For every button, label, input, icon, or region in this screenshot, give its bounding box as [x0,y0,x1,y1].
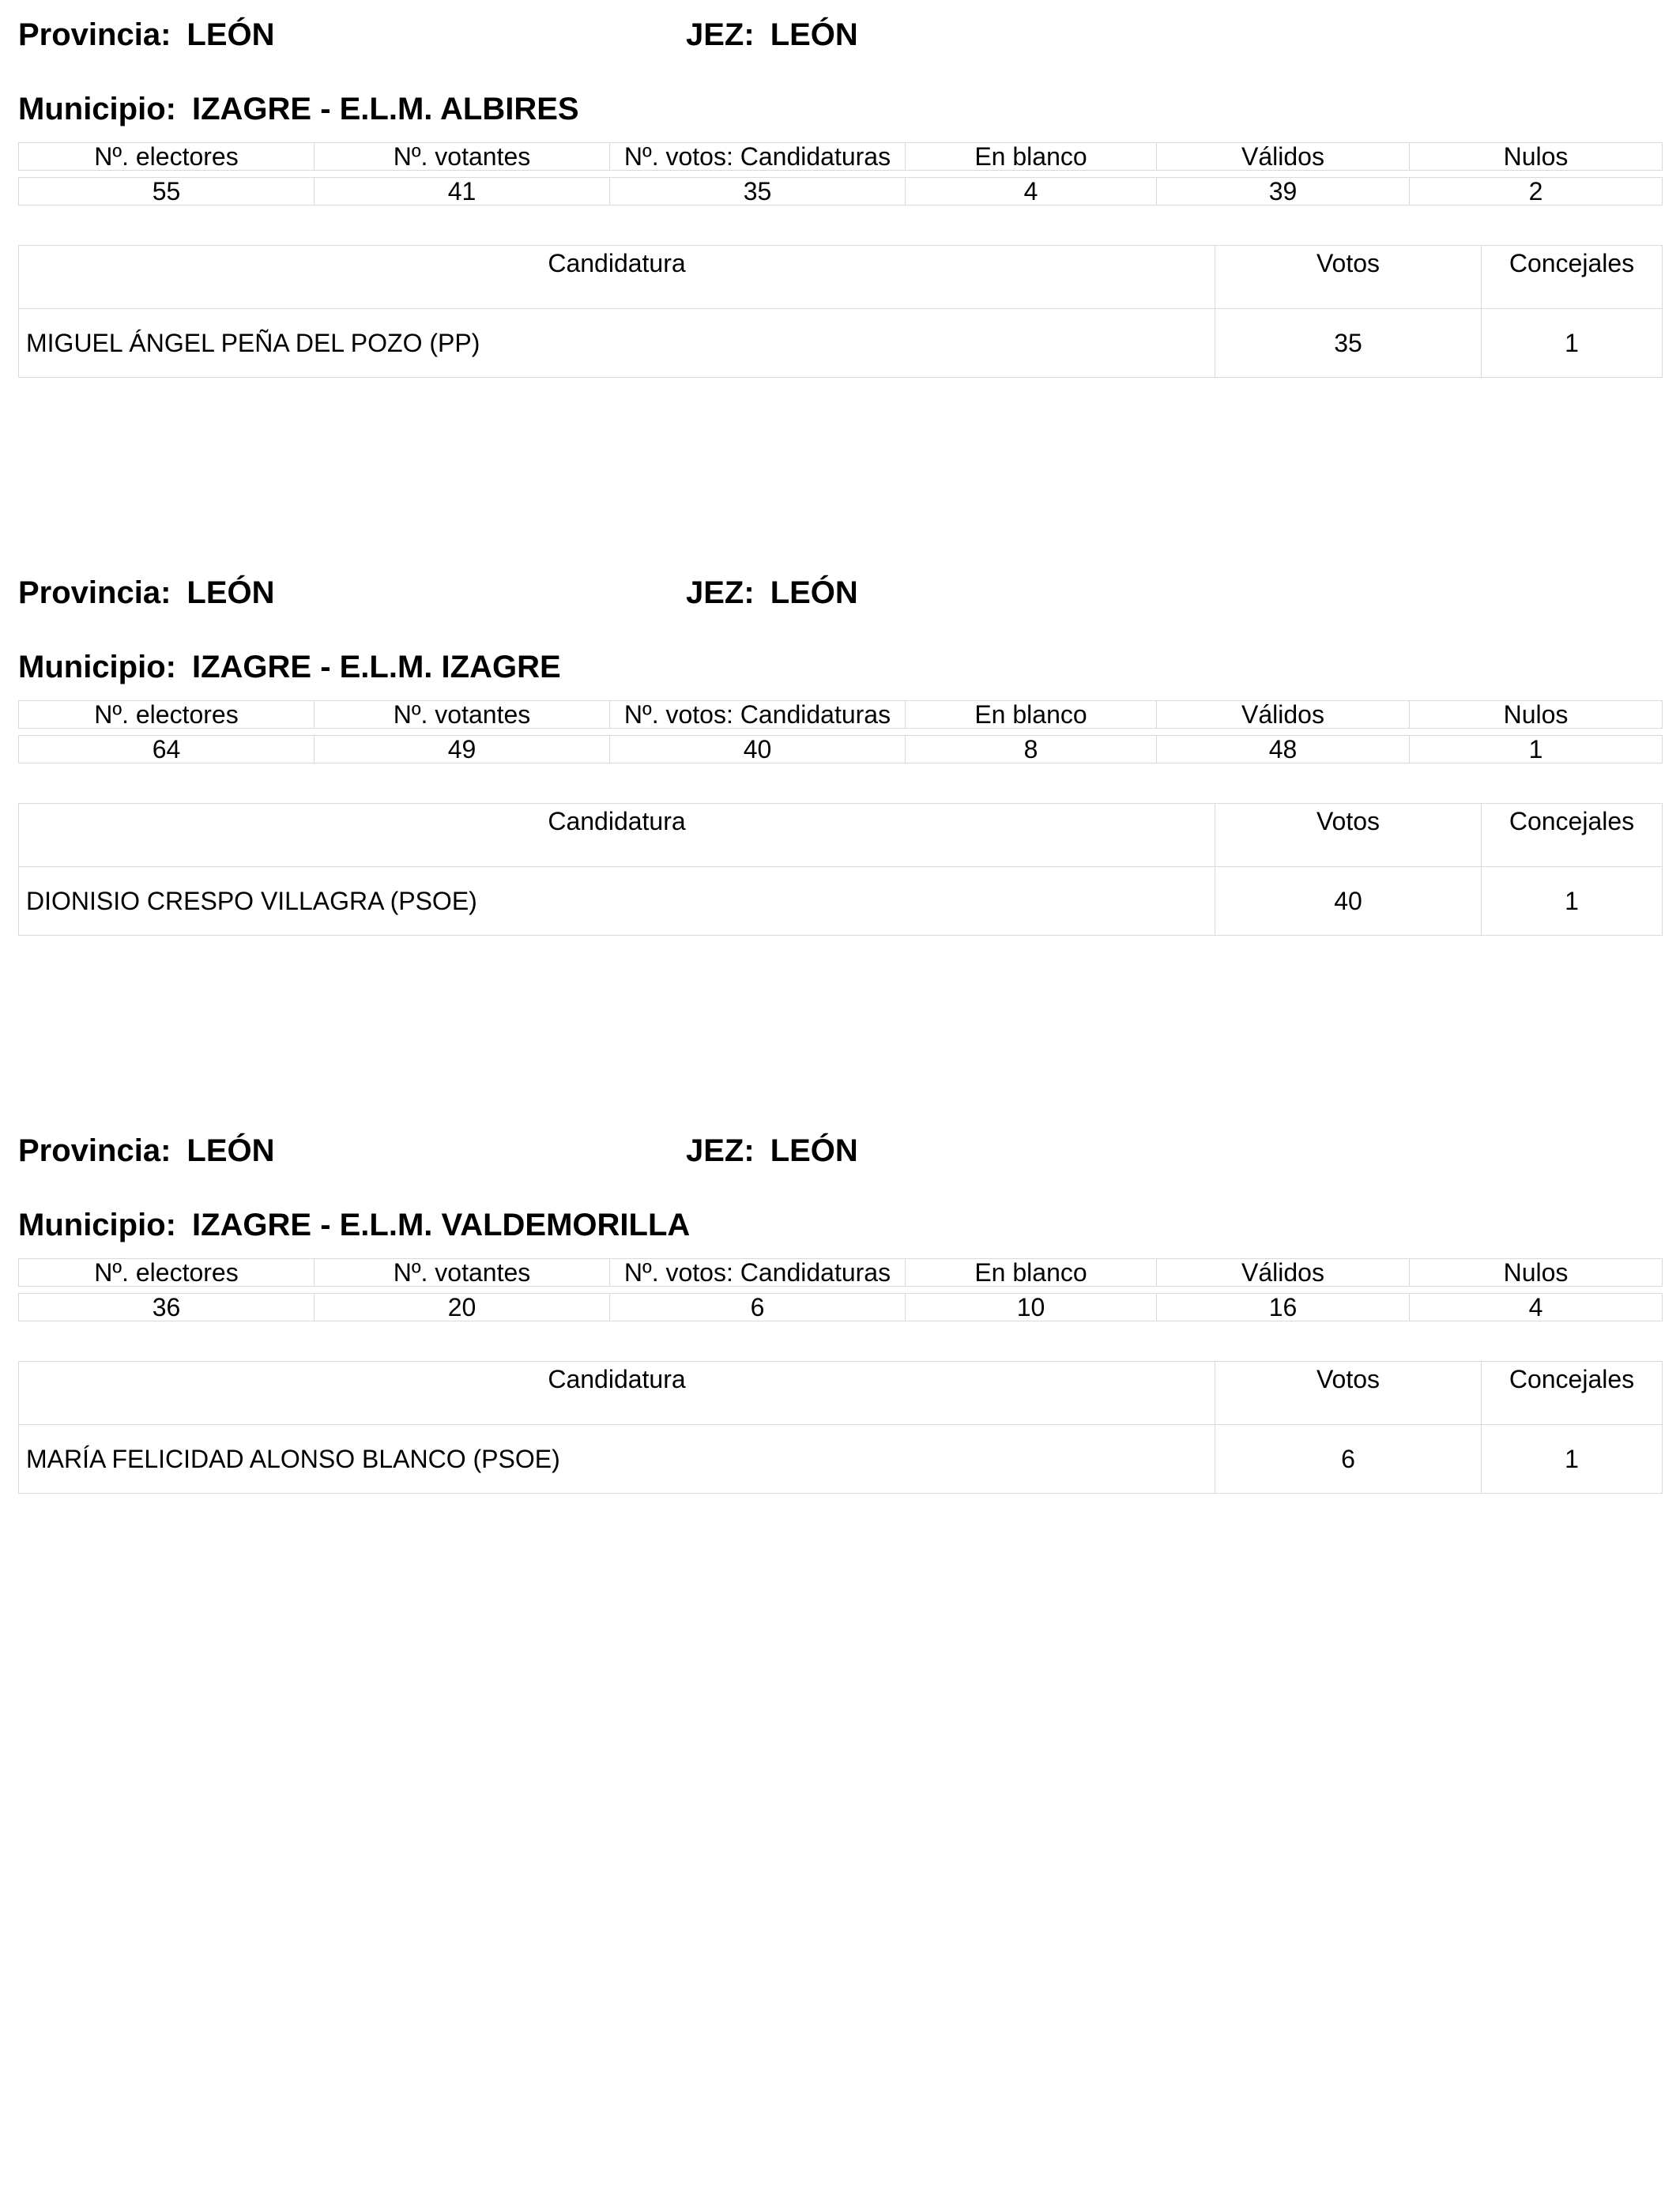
value-votantes: 41 [315,178,610,205]
value-votos-candidaturas: 35 [610,178,906,205]
header-candidatura: Candidatura [19,246,1215,309]
header-electores: Nº. electores [19,143,315,171]
header-en-blanco: En blanco [906,1259,1157,1287]
stats-value-row [19,178,1663,205]
candidates-header-row [19,804,1663,867]
header-concejales: Concejales [1482,1362,1663,1425]
header-validos: Válidos [1157,701,1410,729]
stats-value-row [19,1294,1663,1321]
section-izagre [18,558,1662,969]
header-en-blanco: En blanco [906,701,1157,729]
candidates-table [18,803,1663,936]
provincia-value: LEÓN [186,575,275,610]
value-nulos: 4 [1410,1294,1663,1321]
header-votantes: Nº. votantes [315,143,610,171]
municipio-value: IZAGRE - E.L.M. ALBIRES [191,92,579,126]
header-votos-candidaturas: Nº. votos: Candidaturas [610,143,906,171]
value-validos: 39 [1157,178,1410,205]
header-validos: Válidos [1157,1259,1410,1287]
stats-header-row [19,143,1663,171]
value-nulos: 1 [1410,736,1663,763]
header-nulos: Nulos [1410,701,1663,729]
provincia-line: Provincia: LEÓN [18,575,275,610]
header-candidatura: Candidatura [19,1362,1215,1425]
header-concejales: Concejales [1482,804,1663,867]
jez-line: JEZ: LEÓN [686,575,858,610]
stats-table [18,700,1663,763]
value-electores: 64 [19,736,315,763]
provincia-line: Provincia: LEÓN [18,1133,275,1168]
value-validos: 16 [1157,1294,1410,1321]
candidate-votos: 6 [1215,1425,1482,1494]
header-votos: Votos [1215,1362,1482,1425]
value-votos-candidaturas: 40 [610,736,906,763]
header-nulos: Nulos [1410,143,1663,171]
value-en-blanco: 4 [906,178,1157,205]
candidate-concejales: 1 [1482,1425,1663,1494]
candidate-name: DIONISIO CRESPO VILLAGRA (PSOE) [19,867,1215,936]
header-candidatura: Candidatura [19,804,1215,867]
candidates-table [18,245,1663,378]
value-en-blanco: 8 [906,736,1157,763]
header-concejales: Concejales [1482,246,1663,309]
candidate-name: MIGUEL ÁNGEL PEÑA DEL POZO (PP) [19,309,1215,378]
stats-table [18,142,1663,205]
header-en-blanco: En blanco [906,143,1157,171]
jez-value: LEÓN [770,17,858,52]
stats-header-row [19,701,1663,729]
jez-value: LEÓN [770,575,858,610]
stats-table [18,1258,1663,1321]
value-en-blanco: 10 [906,1294,1157,1321]
header-nulos: Nulos [1410,1259,1663,1287]
value-electores: 55 [19,178,315,205]
header-electores: Nº. electores [19,1259,315,1287]
value-votantes: 49 [315,736,610,763]
value-nulos: 2 [1410,178,1663,205]
jez-value: LEÓN [770,1133,858,1168]
candidate-votos: 40 [1215,867,1482,936]
municipio-value: IZAGRE - E.L.M. VALDEMORILLA [191,1208,691,1242]
candidate-name: MARÍA FELICIDAD ALONSO BLANCO (PSOE) [19,1425,1215,1494]
header-electores: Nº. electores [19,701,315,729]
municipio-line: Municipio: IZAGRE - E.L.M. ALBIRES [18,92,579,126]
value-votantes: 20 [315,1294,610,1321]
candidate-concejales: 1 [1482,867,1663,936]
header-votantes: Nº. votantes [315,701,610,729]
candidates-header-row [19,246,1663,309]
stats-value-row [19,736,1663,763]
header-votantes: Nº. votantes [315,1259,610,1287]
section-valdemorilla [18,1116,1662,1527]
municipio-line: Municipio: IZAGRE - E.L.M. IZAGRE [18,650,561,684]
value-electores: 36 [19,1294,315,1321]
header-votos-candidaturas: Nº. votos: Candidaturas [610,701,906,729]
candidate-votos: 35 [1215,309,1482,378]
header-votos: Votos [1215,804,1482,867]
value-votos-candidaturas: 6 [610,1294,906,1321]
jez-line: JEZ: LEÓN [686,1133,858,1168]
value-validos: 48 [1157,736,1410,763]
jez-line: JEZ: LEÓN [686,17,858,52]
candidates-table [18,1361,1663,1494]
table-row [19,309,1663,378]
candidates-header-row [19,1362,1663,1425]
section-albires [18,0,1662,411]
table-row [19,867,1663,936]
header-votos: Votos [1215,246,1482,309]
header-validos: Válidos [1157,143,1410,171]
stats-header-row [19,1259,1663,1287]
provincia-value: LEÓN [186,17,275,52]
header-votos-candidaturas: Nº. votos: Candidaturas [610,1259,906,1287]
municipio-value: IZAGRE - E.L.M. IZAGRE [191,650,561,684]
provincia-line: Provincia: LEÓN [18,17,275,52]
municipio-line: Municipio: IZAGRE - E.L.M. VALDEMORILLA [18,1208,691,1242]
table-row [19,1425,1663,1494]
provincia-value: LEÓN [186,1133,275,1168]
candidate-concejales: 1 [1482,309,1663,378]
